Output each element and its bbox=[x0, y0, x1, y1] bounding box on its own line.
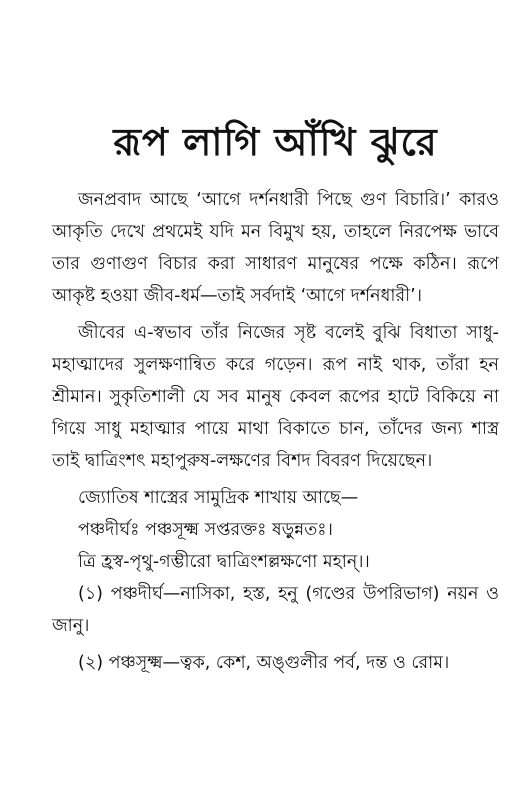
paragraph-proverb: জনপ্রবাদ আছে ‘আগে দর্শনধারী পিছে গুণ বিচারি।’ কারও আকৃতি দেখে প্রথমেই যদি মন বিমুখ হয়, তাহলে নিরপেক্ষ ভাবে তার গুণাগুণ বিচার করা সাধারণ মানুষের পক্ষে কঠিন। রূপে আকৃষ্ট হওয়া জীব-ধর্ম—তাই সর্বদাই ‘আগে দর্শনধারী’। bbox=[52, 190, 499, 306]
chapter-body bbox=[52, 184, 499, 679]
verse-line-1: পঞ্চদীর্ঘঃ পঞ্চসূক্ষ্ম সপ্তরক্তঃ ষড়ুন্নতঃ। bbox=[78, 520, 333, 540]
list-item-1: (১) পঞ্চদীর্ঘ—নাসিকা, হস্ত, হনু (গণ্ডের উপরিভাগ) নয়ন ও জানু। bbox=[52, 584, 499, 636]
paragraph-creator: জীবের এ-স্বভাব তাঁর নিজের সৃষ্ট বলেই বুঝি বিধাতা সাধু-মহাত্মাদের সুলক্ষণান্বিত করে গড়েন। রূপ নাই থাক, তাঁরা হন শ্রীমান। সুকৃতিশালী যে সব মানুষ কেবল রূপের হাটে বিকিয়ে না গিয়ে সাধু মহাত্মার পায়ে মাথা বিকাতে চান, তাঁদের জন্য শাস্ত্র তাই দ্বাত্রিংশৎ মহাপুরুষ-লক্ষণের বিশদ বিবরণ দিয়েছেন। bbox=[52, 323, 499, 471]
chapter-title: রূপ লাগি আঁখি ঝুরে bbox=[113, 120, 438, 164]
list-item-2: (২) পঞ্চসূক্ষ্ম—ত্বক, কেশ, অঙ্গুলীর পর্ব, দন্ত ও রোম। bbox=[78, 653, 450, 673]
verse-intro: জ্যোতিষ শাস্ত্রের সামুদ্রিক শাখায় আছে— bbox=[78, 488, 359, 508]
verse-line-2: ত্রি হ্রস্ব-পৃথু-গম্ভীরো দ্বাত্রিংশল্লক্ষণো মহান্।। bbox=[78, 552, 370, 572]
